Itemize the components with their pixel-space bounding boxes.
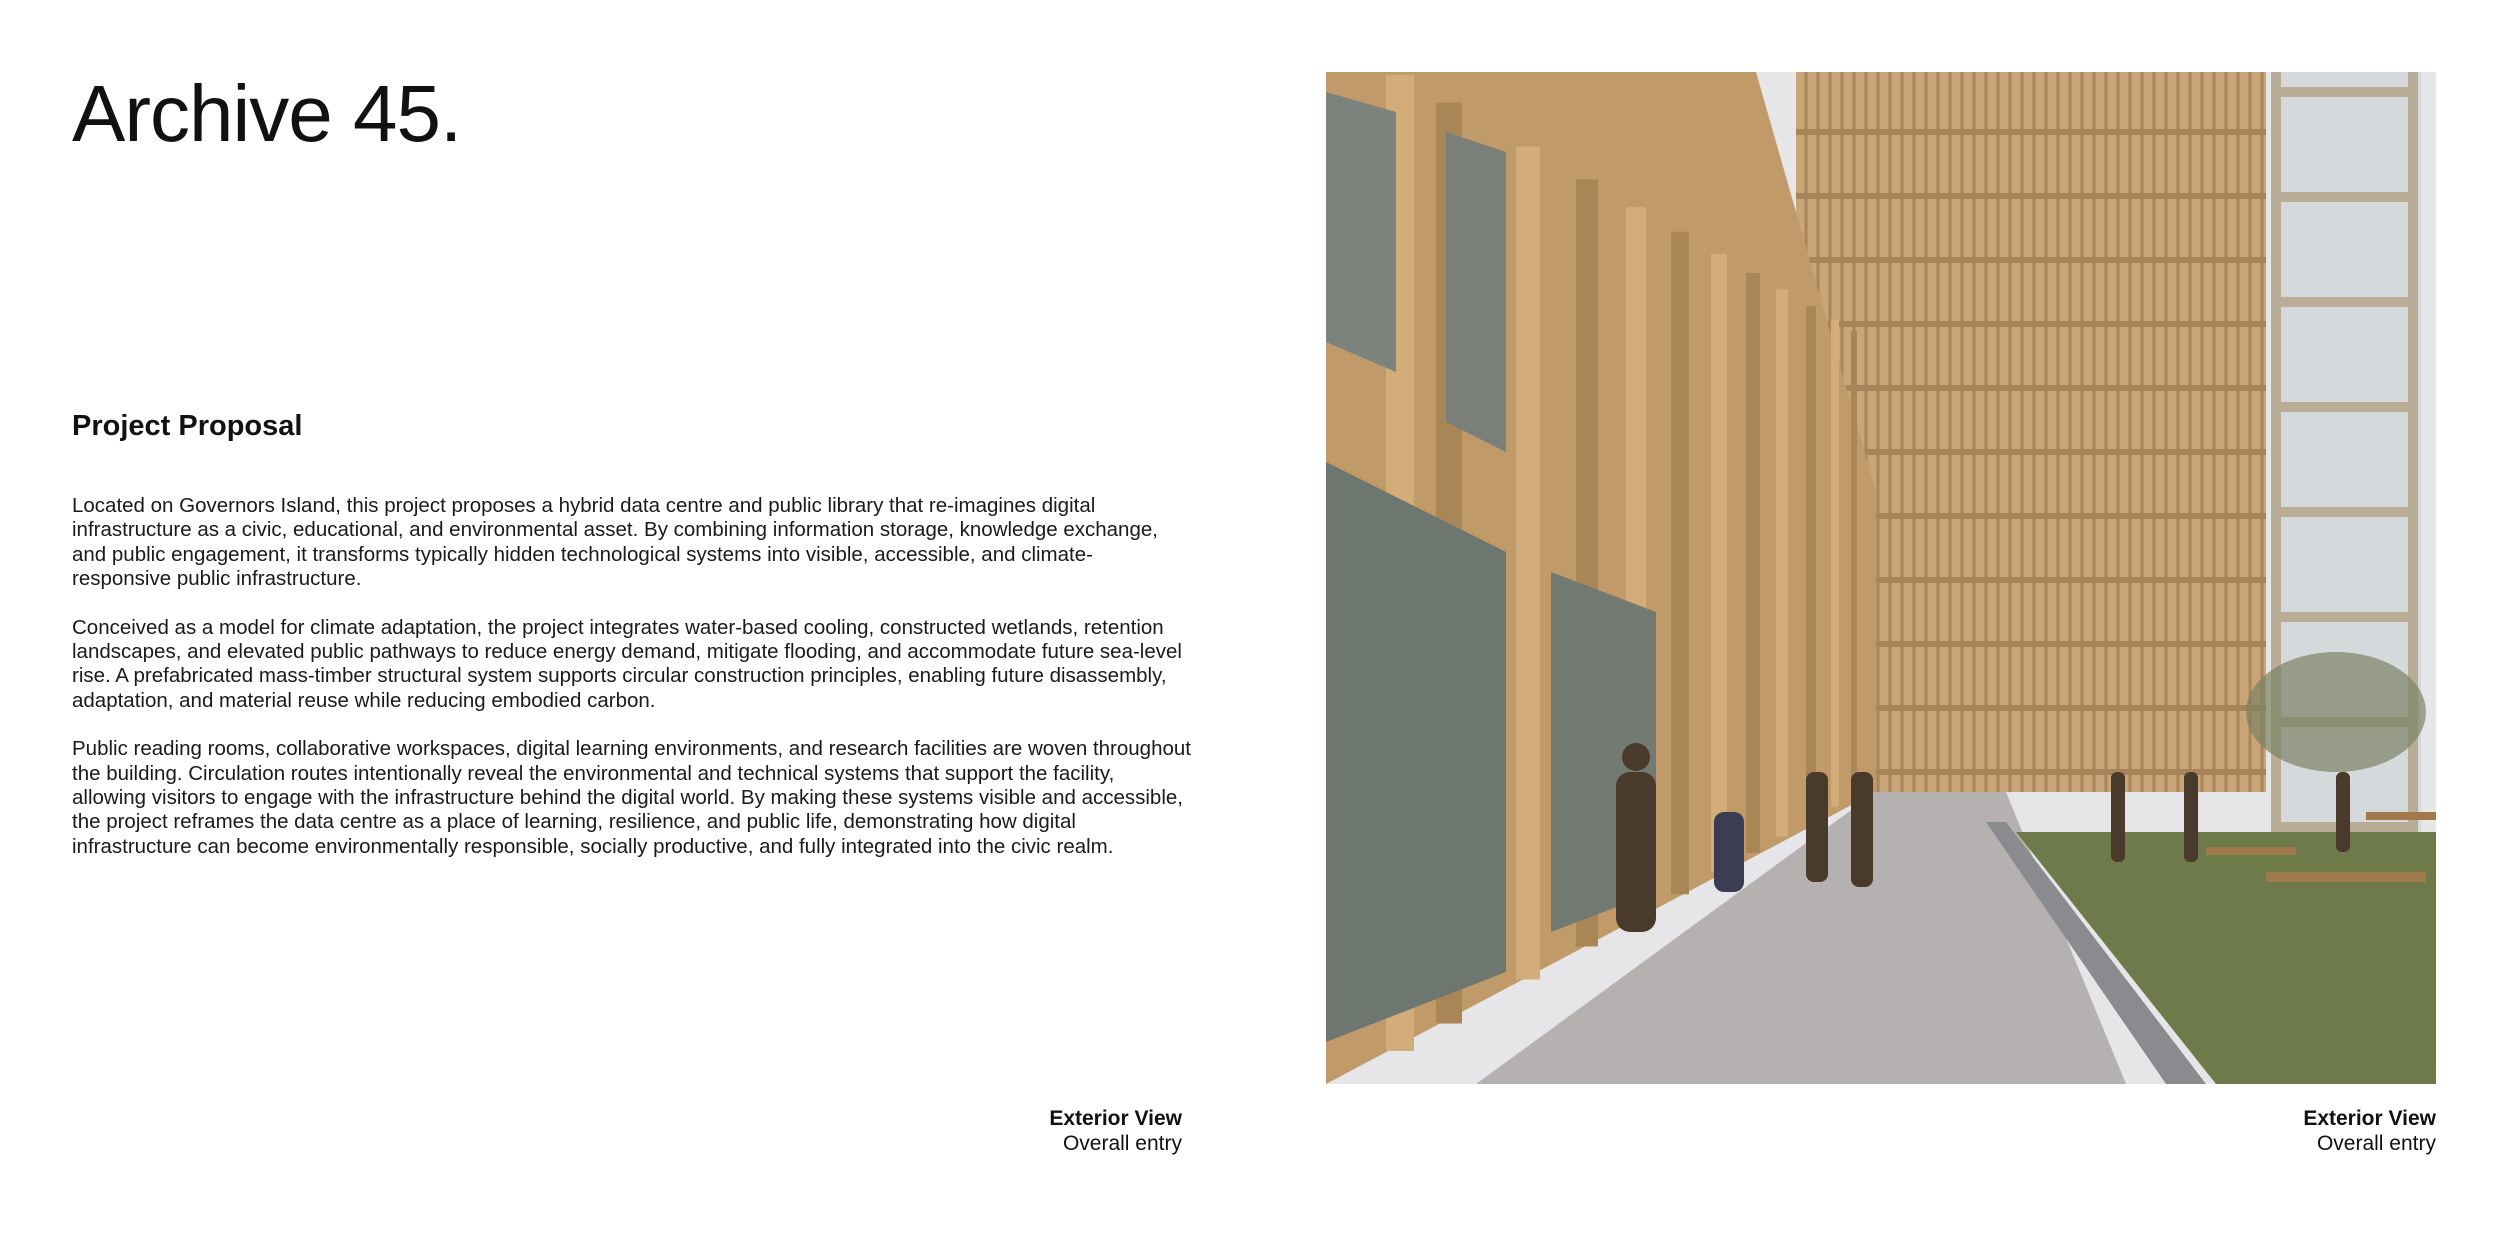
page-title: Archive 45.	[72, 69, 462, 158]
exterior-render-image	[1326, 72, 2436, 1084]
section-heading: Project Proposal	[72, 410, 303, 442]
caption-title: Exterior View	[1049, 1107, 1182, 1130]
paragraph: Located on Governors Island, this project proposes a hybrid data centre and public library that re-imagines digital infrastructure as a civic, educational, and environmental asset. By combining information storage, knowledge exchange, and public engagement, it transforms typically hidden technological systems into visible, accessible, and climate-responsive public infrastructure.	[72, 494, 1158, 591]
caption-right	[2150, 1106, 2436, 1156]
caption-left	[900, 1106, 1182, 1156]
caption-title: Exterior View	[2303, 1107, 2436, 1130]
exterior-render-illustration	[1326, 72, 2436, 1084]
caption-subtitle: Overall entry	[1062, 1132, 1182, 1155]
caption-subtitle: Overall entry	[2316, 1132, 2436, 1155]
project-description	[72, 494, 1192, 883]
paragraph: Conceived as a model for climate adaptation, the project integrates water-based cooling, constructed wetlands, retention landscapes, and elevated public pathways to reduce energy demand, mitigate flooding, and accommodate future sea-level rise. A prefabricated mass-timber structural system supports circular construction principles, enabling future disassembly, adaptation, and material reuse while reducing embodied carbon.	[72, 615, 1182, 712]
paragraph: Public reading rooms, collaborative workspaces, digital learning environments, and research facilities are woven throughout the building. Circulation routes intentionally reveal the environmental and technical systems that support the facility, allowing visitors to engage with the infrastructure behind the digital world. By making these systems visible and accessible, the project reframes the data centre as a place of learning, resilience, and public life, demonstrating how digital infrastructure can become environmentally responsible, socially productive, and fully integrated into the civic realm.	[72, 737, 1191, 858]
